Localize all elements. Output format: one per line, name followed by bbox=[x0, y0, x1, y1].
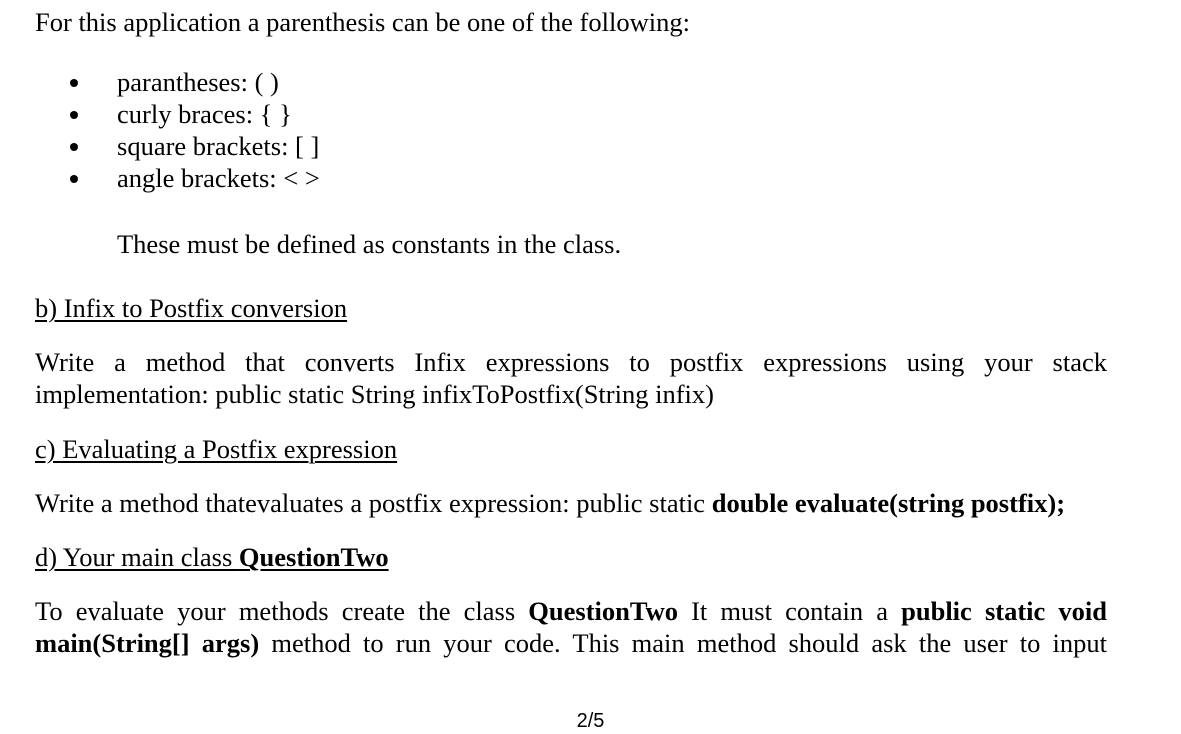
bullet-icon bbox=[70, 111, 78, 119]
list-item bbox=[0, 66, 800, 98]
bullet-icon bbox=[70, 175, 78, 183]
list-item bbox=[0, 162, 800, 194]
section-d-text-line1: To evaluate your methods create the class QuestionTwo It must contain a public static void bbox=[35, 596, 1108, 626]
intro-text: For this application a parenthesis can be one of the following: bbox=[35, 7, 690, 37]
page-number: 2/5 bbox=[576, 710, 605, 732]
section-b-heading: b) Infix to Postfix conversion bbox=[35, 293, 348, 323]
list-item-text: angle brackets: < > bbox=[117, 163, 320, 193]
section-c-heading: c) Evaluating a Postfix expression bbox=[35, 434, 398, 464]
bullet-icon bbox=[70, 143, 78, 151]
bullet-icon bbox=[70, 79, 78, 87]
section-c-text: Write a method thatevaluates a postfix expression: public static double evaluate(string postfix); bbox=[35, 488, 1066, 518]
list-item-text: square brackets: [ ] bbox=[117, 131, 320, 161]
section-d-text-line2: main(String[] args) method to run your code. This main method should ask the user to input bbox=[35, 628, 1107, 658]
section-b-text-line1: Write a method that converts Infix expressions to postfix expressions using your stack bbox=[35, 347, 1107, 377]
list-item bbox=[0, 130, 800, 162]
list-item-text: curly braces: { } bbox=[117, 99, 292, 129]
section-b-text-line2: implementation: public static String infixToPostfix(String infix) bbox=[35, 379, 714, 409]
section-d-heading: d) Your main class QuestionTwo bbox=[35, 542, 389, 572]
constants-note: These must be defined as constants in the class. bbox=[117, 229, 622, 259]
list-item-text: parantheses: ( ) bbox=[117, 67, 279, 97]
list-item bbox=[0, 98, 800, 130]
